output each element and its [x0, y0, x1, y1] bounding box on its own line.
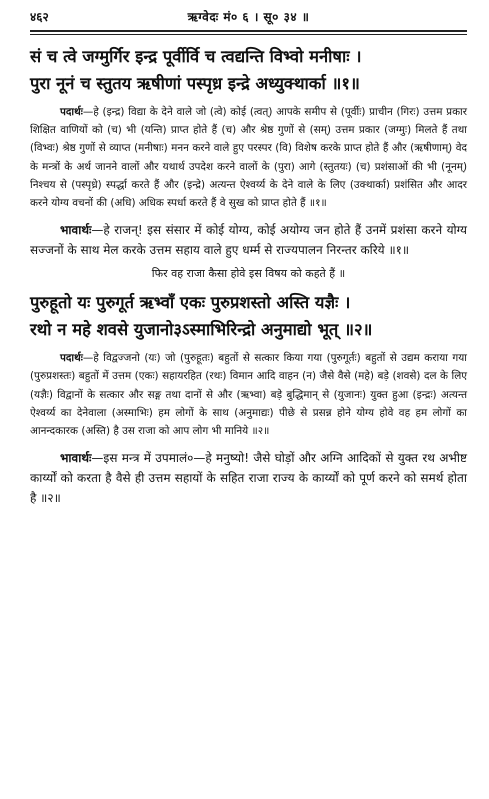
bhavartha-1 — [30, 220, 467, 260]
padartha-1-text: —हे (इन्द्र) विद्या के देने वाले जो (त्वे) कोई (त्वत्) आपके समीप से (पूर्वीः) प्राचीन (गिरः) उत्तम प्रकार शिक्षित वाणियों को (च) भी (यन्ति) प्राप्त होते हैं (च) और श्रेष्ठ गुणों से (सम्) उत्तम प्रकार (जग्मुः) मिलते हैं तथा (विभ्वः) श्रेष्ठ गुणों से व्याप्त (मनीषाः) मनन करने वाले हुए परस्पर (वि) विशेष करके प्राप्त होते हैं और (ऋषीणाम्) वेद के मन्त्रों के अर्थ जानने वालों और यथार्थ उपदेश करने वालों के (पुरा) आगे (स्तुतयः) (च) प्रशंसाओं की भी (नूनम्) निश्चय से (पस्पृध्रे) स्पर्द्धा करते हैं और (इन्द्रे) अत्यन्त ऐश्वर्य्य के देने वाले के लिए (उक्थार्का) प्रशंसित और आदर करने योग्य वचनों की (अधि) अधिक स्पर्धा करते हैं वे सुख को प्राप्त होते हैं ॥१॥ — [30, 106, 467, 210]
running-title: ऋग्वेदः मं० ६ । सू० ३४ ॥ — [187, 10, 310, 24]
mantra-2-line-2: रथो न महे शवसे युजानो३ऽस्माभिरिन्द्रो अनुमाद्यो भूत् ॥२॥ — [30, 320, 373, 340]
padartha-2-label: पदार्थः — [60, 352, 83, 365]
bhavartha-2-label: भावार्थः — [60, 451, 92, 466]
bhavartha-2-text: —इस मन्त्र में उपमालं०—हे मनुष्यो! जैसे घोड़ों और अग्नि आदिकों से युक्त रथ अभीष्ट कार्य्यों को करता है वैसे ही उत्तम सहायों के सहित राजा राज्य के कार्य्यों को पूर्ण करने को समर्थ होता है ॥२॥ — [30, 451, 467, 506]
padartha-2-text: —हे विद्वज्जनो (यः) जो (पुरुहूतः) बहुतों से सत्कार किया गया (पुरुगूर्तः) बहुतों से उद्यम कराया गया (पुरुप्रशस्तः) बहुतों में उत्तम (एकः) सहायरहित (रथः) विमान आदि वाहन (न) जैसे वैसे (महे) बड़े (शवसे) दल के लिए (यज्ञैः) विद्वानों के सत्कार और सङ्ग तथा दानों से और (ऋभ्वा) बड़े बुद्धिमान् से (युजानः) युक्त हुआ (इन्द्रः) अत्यन्त ऐश्वर्य्य का देनेवाला (अस्माभिः) हम लोगों के साथ (अनुमाद्यः) पीछे से प्रसन्न होने योग्य होवे वह हम लोगों का आनन्दकारक (अस्ति) है उस राजा को आप लोग भी मानिये ॥२॥ — [30, 352, 467, 438]
padartha-1 — [30, 103, 467, 212]
padartha-1-label: पदार्थः — [60, 106, 83, 118]
padartha-2 — [30, 349, 467, 440]
bhavartha-1-label: भावार्थः — [60, 223, 92, 238]
mantra-2-line-1: पुरुहूतो यः पुरुगूर्त ऋभ्वाँ एकः पुरुप्रशस्तो अस्ति यज्ञैः । — [30, 293, 351, 313]
header-rule-thin — [30, 34, 467, 35]
page-number: ४६२ — [30, 10, 49, 24]
header-rule — [30, 30, 467, 32]
mantra-1-line-2: पुरा नूनं च स्तुतय ऋषीणां पस्पृध्र इन्द्रे अध्युक्थार्का ॥१॥ — [30, 74, 360, 93]
section-intro: फिर वह राजा कैसा होवे इस विषय को कहते हैं ॥ — [151, 267, 346, 281]
mantra-1-line-1: सं च त्वे जग्मुर्गिर इन्द्र पूर्वीर्वि च त्वद्यन्ति विभ्वो मनीषाः । — [30, 47, 362, 66]
page-header — [30, 8, 467, 28]
bhavartha-2 — [30, 448, 467, 508]
bhavartha-1-text: —हे राजन्! इस संसार में कोई योग्य, कोई अयोग्य जन होते हैं उनमें प्रशंसा करने योग्य सज्जनों के साथ मेल करके उत्तम सहाय वाले हुए धर्म्म से राज्यपालन निरन्तर करिये ॥१॥ — [30, 223, 467, 258]
mantra-1 — [30, 43, 467, 97]
mantra-2 — [30, 289, 467, 343]
